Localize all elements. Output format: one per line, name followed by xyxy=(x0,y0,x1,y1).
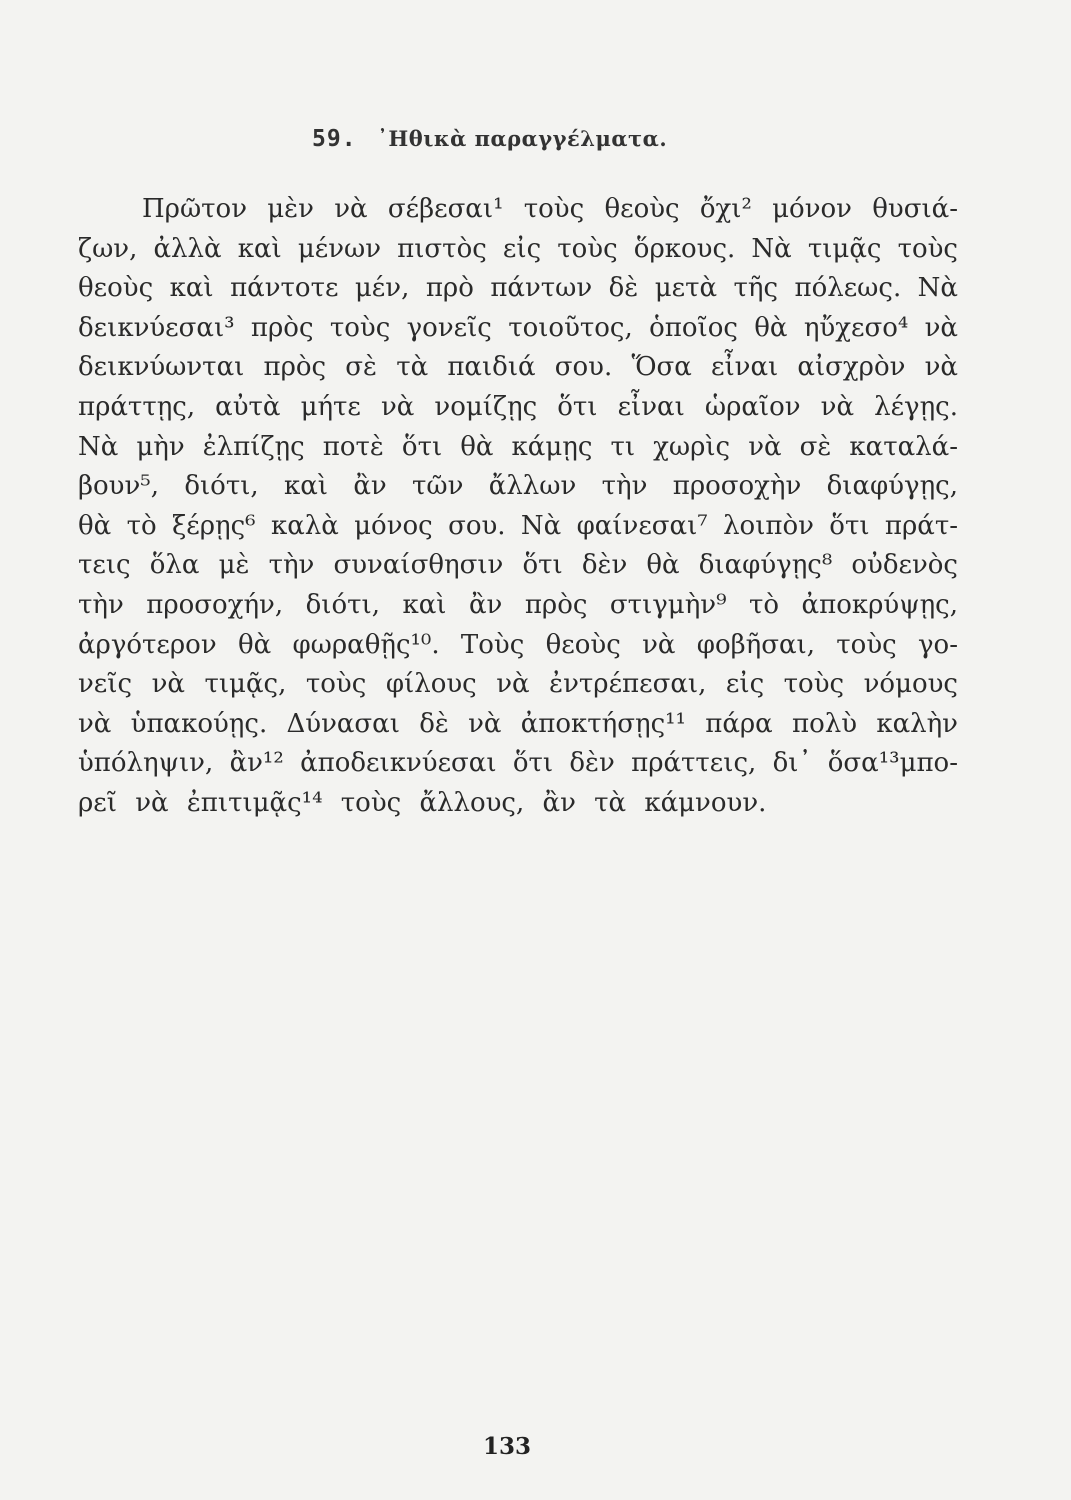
page-number: 133 xyxy=(483,1433,532,1460)
text-line: νεῖς νὰ τιμᾷς, τοὺς φίλους νὰ ἐντρέπεσαι, εἰς τοὺς νόμους xyxy=(78,669,958,700)
text-line: τεις ὅλα μὲ τὴν συναίσθησιν ὅτι δὲν θὰ διαφύγῃς⁸ οὐδενὸς xyxy=(78,550,958,581)
section-title: ᾿Ηθικὰ παραγγέλματα. xyxy=(377,126,668,151)
text-line: δεικνύωνται πρὸς σὲ τὰ παιδιά σου. Ὅσα εἶναι αἰσχρὸν νὰ xyxy=(78,352,958,383)
text-line: νὰ ὑπακούῃς. Δύνασαι δὲ νὰ ἀποκτήσῃς¹¹ πάρα πολὺ καλὴν xyxy=(78,708,958,739)
text-line: πράττῃς, αὐτὰ μήτε νὰ νομίζῃς ὅτι εἶναι ὡραῖον νὰ λέγῃς. xyxy=(78,391,958,422)
text-line: Πρῶτον μὲν νὰ σέβεσαι¹ τοὺς θεοὺς ὄχι² μόνον θυσιά- xyxy=(142,194,958,224)
text-line: θὰ τὸ ξέρῃς⁶ καλὰ μόνος σου. Νὰ φαίνεσαι⁷ λοιπὸν ὅτι πράτ- xyxy=(78,510,958,541)
section-number: 59. xyxy=(312,126,357,152)
text-line: δεικνύεσαι³ πρὸς τοὺς γονεῖς τοιοῦτος, ὁποῖος θὰ ηὔχεσο⁴ νὰ xyxy=(78,312,958,343)
text-line: βουν⁵, διότι, καὶ ἂν τῶν ἄλλων τὴν προσοχὴν διαφύγῃς, xyxy=(78,471,958,502)
text-line: ὑπόληψιν, ἂν¹² ἀποδεικνύεσαι ὅτι δὲν πράττεις, δι᾿ ὅσα¹³μπο- xyxy=(78,748,958,779)
text-line: θεοὺς καὶ πάντοτε μέν, πρὸ πάντων δὲ μετὰ τῆς πόλεως. Νὰ xyxy=(78,273,958,304)
text-line: ρεῖ νὰ ἐπιτιμᾷς¹⁴ τοὺς ἄλλους, ἂν τὰ κάμνουν. xyxy=(78,787,767,818)
text-line: Νὰ μὴν ἐλπίζῃς ποτὲ ὅτι θὰ κάμῃς τι χωρὶς νὰ σὲ καταλά- xyxy=(78,431,958,462)
text-line: ζων, ἀλλὰ καὶ μένων πιστὸς εἰς τοὺς ὅρκους. Νὰ τιμᾷς τοὺς xyxy=(78,233,958,264)
text-line: ἀργότερον θὰ φωραθῇς¹⁰. Τοὺς θεοὺς νὰ φοβῆσαι, τοὺς γο- xyxy=(78,629,958,660)
body-paragraph xyxy=(78,190,958,824)
section-heading xyxy=(312,126,667,152)
text-line: τὴν προσοχήν, διότι, καὶ ἂν πρὸς στιγμὴν⁹ τὸ ἀποκρύψῃς, xyxy=(78,589,958,620)
